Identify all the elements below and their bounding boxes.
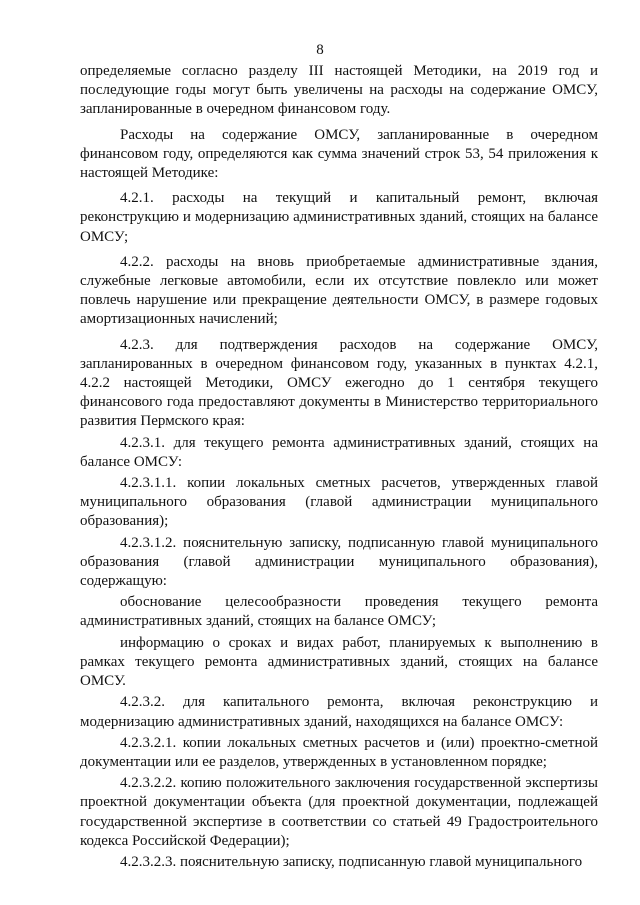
paragraph-4-2-3-1-1: 4.2.3.1.1. копии локальных сметных расчетов, утвержденных главой муниципального образования (главой администрации муниципального образования); — [80, 475, 598, 530]
paragraph-4-2-3-2: 4.2.3.2. для капитального ремонта, включая реконструкцию и модернизацию административных зданий, находящихся на балансе ОМСУ: — [80, 694, 598, 730]
paragraph-schedule-info: информацию о сроках и видах работ, планируемых к выполнению в рамках текущего ремонта административных зданий, стоящих на балансе ОМСУ. — [80, 634, 598, 690]
paragraph-continuation: определяемые согласно разделу III настоящей Методики, на 2019 год и последующие годы могут быть увеличены на расходы на содержание ОМСУ, запланированные в очередном финансовом году. — [80, 63, 598, 118]
paragraph-4-2-1: 4.2.1. расходы на текущий и капитальный ремонт, включая реконструкцию и модернизацию административных зданий, стоящих на балансе ОМСУ; — [80, 190, 598, 245]
paragraph-4-2-3-1-2: 4.2.3.1.2. пояснительную записку, подписанную главой муниципального образования (главой администрации муниципального образования), содержащую: — [80, 534, 598, 590]
paragraph-4-2-2: 4.2.2. расходы на вновь приобретаемые административные здания, служебные легковые автомобили, если их отсутствие повлекло или может повлечь нарушение или прекращение деятельности ОМСУ, в размере годовых амортизационных начислений; — [80, 253, 598, 328]
page-number: 8 — [316, 42, 324, 58]
paragraph-4-2-3-2-2: 4.2.3.2.2. копию положительного заключения государственной экспертизы проектной документации объекта (для проектной документации, подлежащей государственной экспертизе в соответствии со статьей 49 Градостроительного кодекса Российской Федерации); — [80, 775, 598, 849]
paragraph-4-2-3-2-1: 4.2.3.2.1. копии локальных сметных расчетов и (или) проектно-сметной документации или ее разделов, утвержденных в установленном порядке; — [80, 734, 598, 770]
paragraph-justification: обоснование целесообразности проведения текущего ремонта административных зданий, стоящих на балансе ОМСУ; — [80, 594, 598, 630]
paragraph-4-2-3-1: 4.2.3.1. для текущего ремонта административных зданий, стоящих на балансе ОМСУ: — [80, 434, 598, 470]
paragraph-expenses-intro: Расходы на содержание ОМСУ, запланированные в очередном финансовом году, определяются как сумма значений строк 53, 54 приложения к настоящей Методике: — [80, 126, 598, 182]
paragraph-4-2-3-2-3: 4.2.3.2.3. пояснительную записку, подписанную главой муниципального — [120, 853, 583, 870]
paragraph-4-2-3: 4.2.3. для подтверждения расходов на содержание ОМСУ, запланированных в очередном финансовом году, указанных в пунктах 4.2.1, 4.2.2 настоящей Методики, ОМСУ ежегодно до 1 сентября текущего финансового года предоставляют документы в Министерство территориального развития Пермского края: — [80, 336, 598, 430]
document-body — [80, 62, 598, 872]
